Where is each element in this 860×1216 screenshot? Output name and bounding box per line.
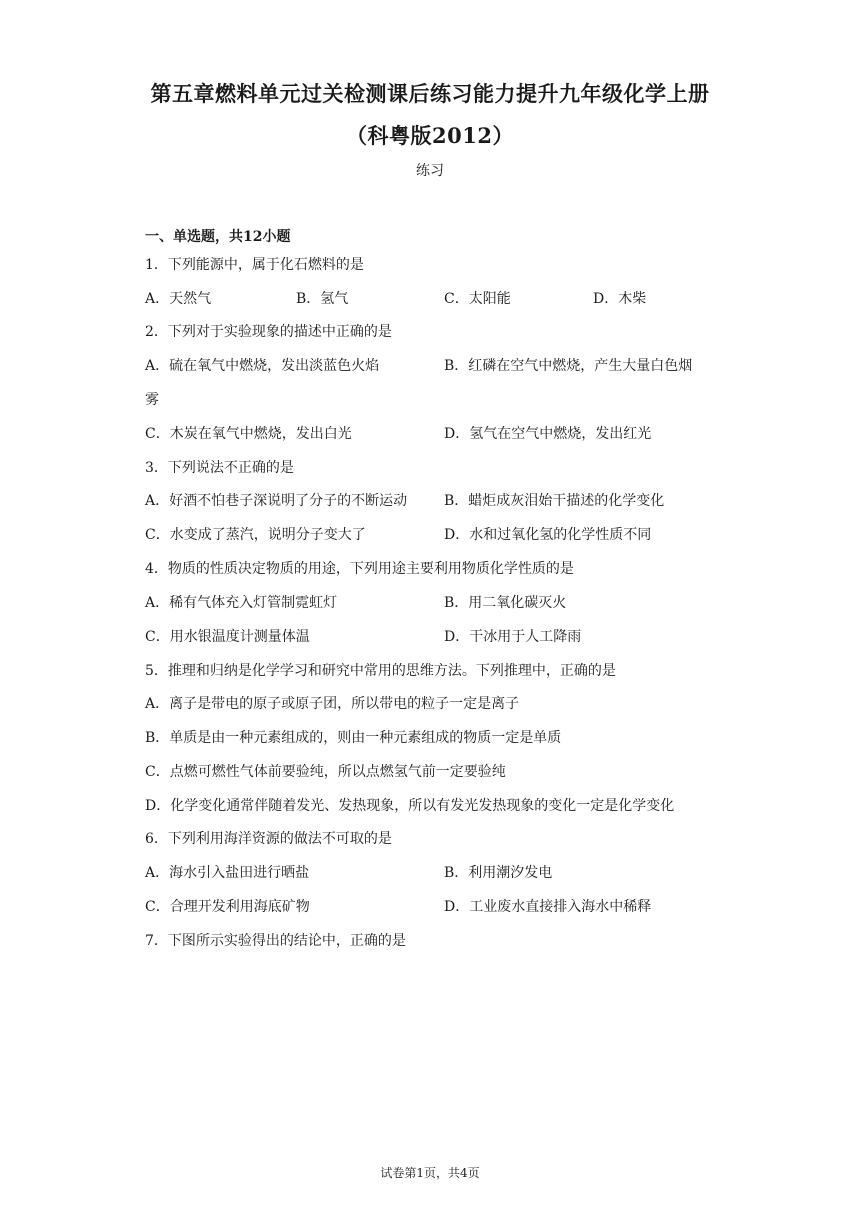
q3-option-d: D．水和过氧化氢的化学性质不同	[444, 527, 652, 543]
q3-option-a: A．好酒不怕巷子深说明了分子的不断运动	[145, 493, 408, 509]
q4-option-d: D．干冰用于人工降雨	[444, 629, 582, 645]
subtitle: 练习	[416, 163, 444, 179]
question-7-stem: 7．下图所示实验得出的结论中，正确的是	[145, 933, 406, 949]
q6-option-b: B．利用潮汐发电	[444, 865, 553, 881]
q5-option-d: D．化学变化通常伴随着发光、发热现象，所以有发光发热现象的变化一定是化学变化	[145, 798, 675, 814]
q6-option-a: A．海水引入盐田进行晒盐	[145, 865, 310, 881]
q4-option-a: A．稀有气体充入灯管制霓虹灯	[145, 595, 338, 611]
section-header: 一、单选题，共12小题	[145, 229, 291, 245]
q4-option-b: B．用二氧化碳灭火	[444, 595, 567, 611]
q1-option-c: C．太阳能	[444, 291, 511, 307]
question-2-stem: 2．下列对于实验现象的描述中正确的是	[145, 324, 392, 340]
q5-option-a: A．离子是带电的原子或原子团，所以带电的粒子一定是离子	[145, 696, 520, 712]
q1-option-b: B．氢气	[296, 291, 349, 307]
q2-option-c: C．木炭在氧气中燃烧，发出白光	[145, 426, 352, 442]
question-3-stem: 3．下列说法不正确的是	[145, 460, 294, 476]
q3-option-b: B．蜡炬成灰泪始干描述的化学变化	[444, 493, 665, 509]
q2-option-a: A．硫在氧气中燃烧，发出淡蓝色火焰	[145, 358, 380, 374]
q6-option-d: D．工业废水直接排入海水中稀释	[444, 899, 652, 915]
question-5-stem: 5．推理和归纳是化学学习和研究中常用的思维方法。下列推理中，正确的是	[145, 663, 616, 679]
page-footer: 试卷第1页，共4页	[380, 1166, 480, 1180]
q2-option-b-wrap: 雾	[145, 392, 159, 408]
question-6-stem: 6．下列利用海洋资源的做法不可取的是	[145, 831, 392, 847]
q2-option-b: B．红磷在空气中燃烧，产生大量白色烟	[444, 358, 693, 374]
q2-option-d: D．氢气在空气中燃烧，发出红光	[444, 426, 652, 442]
q4-option-c: C．用水银温度计测量体温	[145, 629, 310, 645]
question-4-stem: 4．物质的性质决定物质的用途，下列用途主要利用物质化学性质的是	[145, 561, 574, 577]
title-line-1: 第五章燃料单元过关检测课后练习能力提升九年级化学上册	[150, 81, 710, 106]
question-1-stem: 1．下列能源中，属于化石燃料的是	[145, 257, 364, 273]
title-line-2: （科粤版2012）	[346, 123, 514, 148]
q5-option-b: B．单质是由一种元素组成的，则由一种元素组成的物质一定是单质	[145, 730, 562, 746]
q6-option-c: C．合理开发利用海底矿物	[145, 899, 310, 915]
q1-option-d: D．木柴	[593, 291, 647, 307]
q3-option-c: C．水变成了蒸汽，说明分子变大了	[145, 527, 366, 543]
q1-option-a: A．天然气	[145, 291, 212, 307]
q5-option-c: C．点燃可燃性气体前要验纯，所以点燃氢气前一定要验纯	[145, 764, 506, 780]
